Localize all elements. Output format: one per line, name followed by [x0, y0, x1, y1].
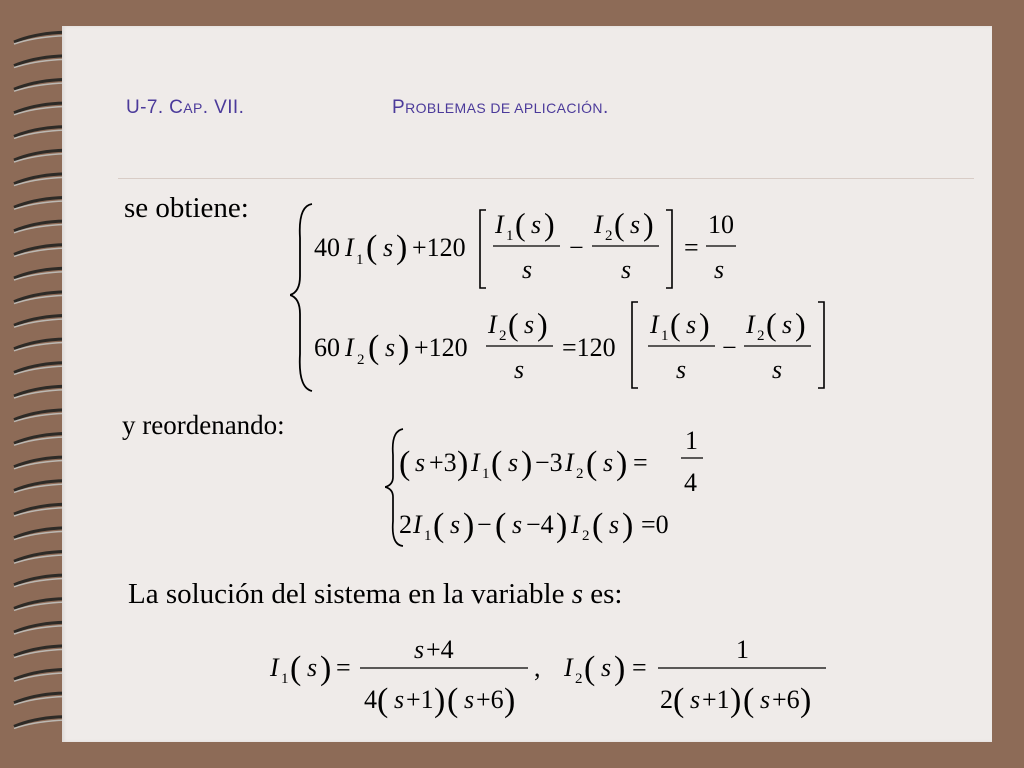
svg-text:s: s: [415, 448, 426, 477]
svg-text:2: 2: [399, 510, 412, 539]
svg-text:=: =: [633, 448, 648, 477]
svg-text:): ): [556, 507, 568, 544]
svg-text:): ): [730, 682, 742, 719]
svg-text:I: I: [345, 333, 354, 362]
svg-text:I: I: [495, 210, 504, 239]
svg-text:1: 1: [685, 426, 698, 455]
svg-text:s: s: [609, 510, 620, 539]
svg-text:+6: +6: [476, 685, 504, 714]
svg-text:(: (: [584, 650, 596, 687]
svg-text:2: 2: [605, 228, 613, 244]
slide-header-unit: U-7. CAP. VII.: [126, 97, 245, 118]
svg-text:): ): [504, 682, 516, 719]
svg-text:I: I: [571, 510, 580, 539]
svg-text:=: =: [336, 653, 351, 682]
svg-text:): ): [537, 306, 548, 342]
svg-text:4: 4: [364, 685, 377, 714]
svg-text:): ): [616, 445, 628, 482]
svg-text:I: I: [565, 448, 574, 477]
svg-text:s: s: [603, 448, 614, 477]
svg-text:+4: +4: [426, 635, 454, 664]
svg-text:I: I: [345, 233, 354, 262]
svg-text:s: s: [464, 685, 475, 714]
svg-text:I: I: [594, 210, 603, 239]
equation-system-2: [385, 425, 725, 550]
svg-text:I: I: [650, 310, 659, 339]
svg-text:): ): [622, 507, 634, 544]
svg-text:): ): [643, 206, 654, 242]
svg-text:): ): [699, 306, 710, 342]
svg-text:s: s: [676, 355, 687, 384]
svg-text:60: 60: [314, 333, 340, 362]
svg-text:I: I: [270, 653, 279, 682]
svg-text:s: s: [524, 310, 535, 339]
svg-text:10: 10: [708, 210, 734, 239]
svg-text:1: 1: [356, 252, 364, 268]
svg-text:(: (: [670, 306, 681, 342]
svg-text:s: s: [508, 448, 519, 477]
svg-text:): ): [457, 445, 469, 482]
svg-text:): ): [320, 650, 332, 687]
svg-text:s: s: [522, 255, 533, 284]
svg-text:s: s: [414, 635, 425, 664]
svg-text:s: s: [450, 510, 461, 539]
svg-text:1: 1: [661, 328, 669, 344]
solution-sentence: La solución del sistema en la variable s es:: [128, 578, 623, 610]
svg-text:I: I: [488, 310, 497, 339]
svg-text:(: (: [491, 445, 503, 482]
svg-text:2: 2: [357, 352, 365, 368]
svg-text:(: (: [495, 507, 507, 544]
equation-system-1: [290, 198, 850, 398]
svg-text:=120: =120: [562, 333, 616, 362]
label-se-obtiene: se obtiene:: [124, 192, 249, 224]
svg-text:+1: +1: [702, 685, 730, 714]
svg-text:(: (: [377, 682, 389, 719]
svg-text:2: 2: [499, 328, 507, 344]
svg-text:(: (: [447, 682, 459, 719]
svg-text:s: s: [630, 210, 641, 239]
svg-text:(: (: [508, 306, 519, 342]
svg-text:,: ,: [534, 653, 541, 682]
svg-text:s: s: [772, 355, 783, 384]
svg-text:s: s: [394, 685, 405, 714]
svg-text:1: 1: [281, 671, 289, 687]
svg-text:−4: −4: [526, 510, 554, 539]
svg-text:s: s: [714, 255, 725, 284]
svg-text:I: I: [564, 653, 573, 682]
svg-text:I: I: [746, 310, 755, 339]
svg-text:(: (: [673, 682, 685, 719]
svg-text:I: I: [471, 448, 480, 477]
svg-text:s: s: [686, 310, 697, 339]
svg-text:4: 4: [684, 468, 697, 497]
svg-text:): ): [521, 445, 533, 482]
svg-text:−: −: [722, 333, 737, 362]
svg-text:2: 2: [660, 685, 673, 714]
svg-text:1: 1: [506, 228, 514, 244]
svg-text:+6: +6: [772, 685, 800, 714]
svg-text:(: (: [592, 507, 604, 544]
svg-text:−: −: [477, 510, 492, 539]
svg-text:1: 1: [482, 466, 490, 482]
svg-text:s: s: [690, 685, 701, 714]
header-divider: [118, 178, 974, 179]
svg-text:2: 2: [757, 328, 765, 344]
svg-text:2: 2: [575, 671, 583, 687]
svg-text:−3: −3: [535, 448, 563, 477]
svg-text:): ): [800, 682, 812, 719]
svg-text:40: 40: [314, 233, 340, 262]
svg-text:I: I: [413, 510, 422, 539]
svg-text:(: (: [743, 682, 755, 719]
label-y-reordenando: y reordenando:: [122, 410, 285, 440]
svg-text:(: (: [290, 650, 302, 687]
svg-text:): ): [434, 682, 446, 719]
svg-text:(: (: [586, 445, 598, 482]
svg-text:): ): [463, 507, 475, 544]
svg-text:=: =: [684, 233, 699, 262]
svg-text:): ): [396, 229, 408, 266]
svg-text:s: s: [760, 685, 771, 714]
svg-text:−: −: [569, 233, 584, 262]
slide-header-title: PROBLEMAS DE APLICACIÓN.: [392, 97, 609, 118]
svg-text:+1: +1: [406, 685, 434, 714]
svg-text:+120: +120: [414, 333, 468, 362]
svg-text:s: s: [531, 210, 542, 239]
svg-text:1: 1: [424, 528, 432, 544]
svg-text:(: (: [515, 206, 526, 242]
svg-text:s: s: [621, 255, 632, 284]
svg-text:(: (: [366, 229, 378, 266]
svg-text:): ): [398, 329, 410, 366]
svg-text:1: 1: [736, 635, 749, 664]
svg-text:=: =: [632, 653, 647, 682]
svg-text:s: s: [512, 510, 523, 539]
svg-text:s: s: [385, 333, 396, 362]
svg-text:(: (: [368, 329, 380, 366]
svg-text:2: 2: [582, 528, 590, 544]
svg-text:s: s: [601, 653, 612, 682]
svg-text:s: s: [782, 310, 793, 339]
svg-text:): ): [544, 206, 555, 242]
svg-text:): ): [614, 650, 626, 687]
svg-text:(: (: [614, 206, 625, 242]
svg-text:=0: =0: [641, 510, 669, 539]
svg-text:): ): [795, 306, 806, 342]
solution-equations: [266, 628, 836, 720]
svg-text:(: (: [433, 507, 445, 544]
svg-text:2: 2: [576, 466, 584, 482]
svg-text:+3: +3: [429, 448, 457, 477]
svg-text:s: s: [307, 653, 318, 682]
svg-text:s: s: [383, 233, 394, 262]
svg-text:s: s: [514, 355, 525, 384]
svg-text:(: (: [399, 445, 411, 482]
svg-text:(: (: [766, 306, 777, 342]
svg-text:+120: +120: [412, 233, 466, 262]
